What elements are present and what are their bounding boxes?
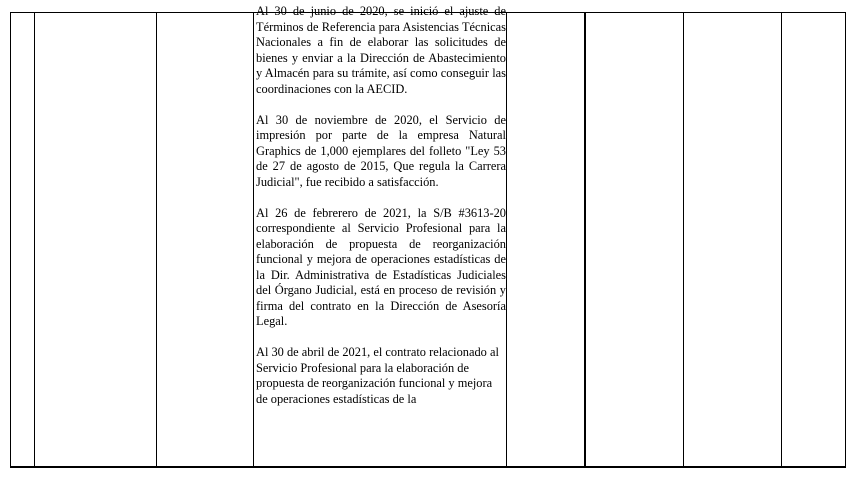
paragraph-april-2021: Al 30 de abril de 2021, el contrato relacionado al Servicio Profesional para la elaboración de propuesta de reorganización funcional y mejora de operaciones estadísticas de la — [256, 345, 499, 406]
column-divider — [156, 13, 157, 466]
paragraph-november-2020: Al 30 de noviembre de 2020, el Servicio de impresión por parte de la empresa Natural Graphics de 1,000 ejemplares del folleto "Ley 53 de 27 de agosto de 2015, Que regula la Carrera Judicial", fue recibido a satisfacción. — [256, 112, 506, 189]
column-divider — [781, 13, 782, 466]
column-divider — [683, 13, 684, 466]
column-divider — [584, 13, 586, 466]
table-border-right — [845, 13, 846, 466]
table-border-left — [10, 13, 11, 466]
paragraph-june-2020: Al 30 de junio de 2020, se inició el ajuste de Términos de Referencia para Asistencias Técnicas Nacionales a fin de elaborar las solicitudes de bienes y enviar a la Dirección de Abastecimiento y Almacén para su trámite, así como conseguir las coordinaciones con la AECID. — [256, 4, 506, 96]
column-divider — [34, 13, 35, 466]
column-divider — [506, 13, 507, 466]
description-cell — [256, 4, 506, 407]
column-divider — [253, 13, 254, 466]
paragraph-february-2021: Al 26 de febrerero de 2021, la S/B #3613-20 correspondiente al Servicio Profesional para la elaboración de propuesta de reorganización funcional y mejora de operaciones estadísticas de la Dir. Administrativa de Estadísticas Judiciales del Órgano Judicial, está en proceso de revisión y firma del contrato en la Dirección de Asesoría Legal. — [256, 205, 506, 328]
